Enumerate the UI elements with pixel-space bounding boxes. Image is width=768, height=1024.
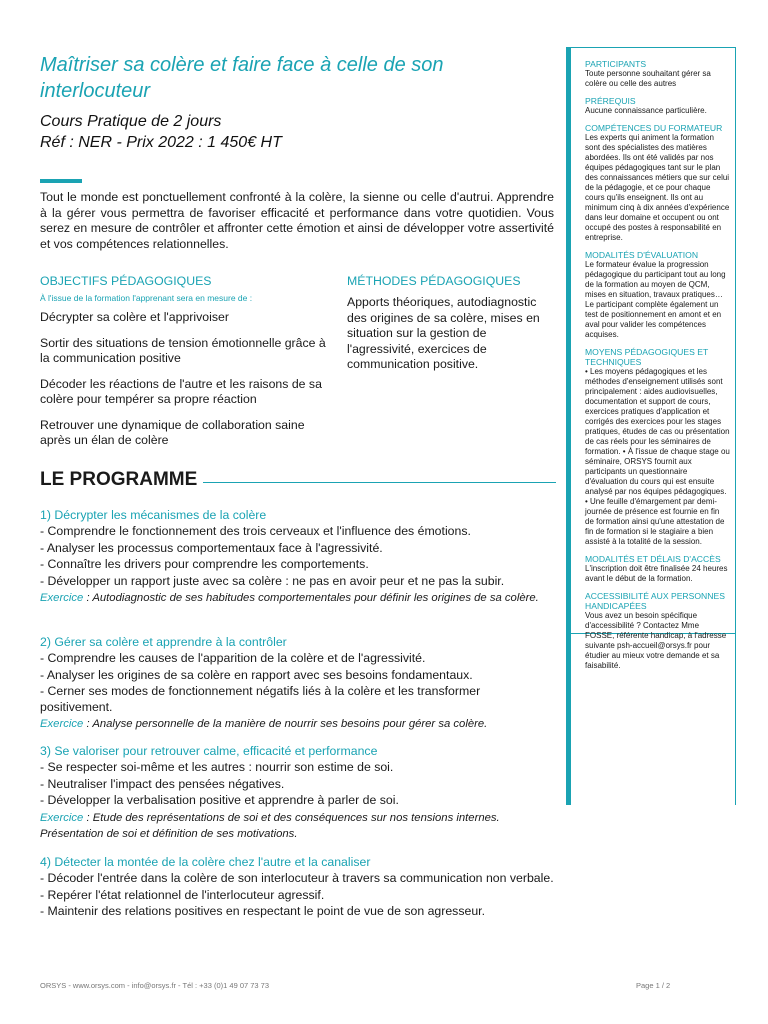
info-sidebar — [566, 47, 736, 670]
module-item: - Développer un rapport juste avec sa colère : ne pas en avoir peur et ne pas la subir. — [40, 573, 505, 588]
module-item: - Se respecter soi-même et les autres : nourrir son estime de soi. — [40, 760, 394, 774]
sidebar-text: Toute personne souhaitant gérer sa colère ou celle des autres — [585, 69, 711, 88]
module-item: - Analyser les origines de sa colère en rapport avec ses besoins fondamentaux. — [40, 667, 473, 682]
accent-divider — [40, 179, 82, 183]
sidebar-border-extension — [566, 634, 736, 805]
module-exercise — [40, 590, 556, 606]
exercise-text: : Etude des représentations de soi et des conséquences sur nos tensions internes. Présentation de soi et définition de ses motivations. — [40, 811, 500, 840]
objectives-subheading: À l'issue de la formation l'apprenant sera en mesure de : — [40, 293, 253, 303]
sidebar-teaching-means — [585, 347, 730, 547]
sidebar-text: • Les moyens pédagogiques et les méthodes d'enseignement utilisés sont principalement : aides audiovisuelles, documentation et support de cours, exercices pratiques d'application et corrigés des exercices pour les stages pratiques, études de cas ou présentation de cas réels pour les séminaires de formation. • À l'issue de chaque stage ou séminaire, ORSYS fournit aux participants un questionnaire d'évaluation du cours qui est ensuite analysé par nos équipes pédagogiques. • Une feuille d'émargement par demi-journée de présence est fournie en fin de formation ainsi qu'une attestation de fin de formation si le stagiaire a bien assisté à la totalité de la session. — [585, 367, 730, 546]
module-item: - Comprendre le fonctionnement des trois cerveaux et l'influence des émotions. — [40, 524, 471, 538]
module-item: - Comprendre les causes de l'apparition de la colère et de l'agressivité. — [40, 651, 426, 665]
sidebar-text: Les experts qui animent la formation sont des spécialistes des matières abordées. Ils ont été validés par nos équipes pédagogiques tant sur le plan des connaissances métiers que sur celui de la pédagogie, et ce pour chaque cours qu'ils enseignent. Ils ont au minimum cinq à dix années d'expérience dans leur domaine et occupent ou ont occupé des postes à responsabilité en entreprise. — [585, 133, 730, 242]
sidebar-heading: ACCESSIBILITÉ AUX PERSONNES HANDICAPÉES — [585, 591, 725, 611]
sidebar-heading: MOYENS PÉDAGOGIQUES ET TECHNIQUES — [585, 347, 709, 367]
sidebar-text: Aucune connaissance particulière. — [585, 106, 707, 115]
sidebar-text: Le formateur évalue la progression pédagogique du participant tout au long de la formation au moyen de QCM, mises en situation, travaux pratiques… Le participant complète également un test de positionnement en amont et en aval pour valider les compétences acquises. — [585, 260, 726, 339]
program-rule — [203, 482, 556, 483]
objective-item: Décoder les réactions de l'autre et les raisons de sa colère pour tempérer sa propre réaction — [40, 376, 322, 406]
sidebar-text: L'inscription doit être finalisée 24 heures avant le début de la formation. — [585, 564, 728, 583]
module-exercise — [40, 716, 556, 732]
exercise-label: Exercice — [40, 811, 84, 824]
module-title: 3) Se valoriser pour retrouver calme, efficacité et performance — [40, 744, 378, 758]
program-module — [40, 854, 556, 921]
exercise-text: : Analyse personnelle de la manière de nourrir ses besoins pour gérer sa colère. — [83, 718, 488, 731]
module-item: - Neutraliser l'impact des pensées négatives. — [40, 776, 285, 791]
objective-item: Retrouver une dynamique de collaboration saine après un élan de colère — [40, 417, 305, 447]
module-title: 1) Décrypter les mécanismes de la colère — [40, 508, 267, 522]
methods-heading: MÉTHODES PÉDAGOGIQUES — [347, 274, 521, 288]
course-title: Maîtriser sa colère et faire face à celle de son interlocuteur — [40, 54, 444, 102]
program-header — [40, 469, 556, 491]
module-item: - Cerner ses modes de fonctionnement négatifs liés à la colère et les transformer positivement. — [40, 684, 481, 714]
course-duration: Cours Pratique de 2 jours — [40, 113, 222, 130]
page-number: Page 1 / 2 — [636, 981, 671, 990]
objectives-heading: OBJECTIFS PÉDAGOGIQUES — [40, 274, 212, 288]
exercise-text: : Autodiagnostic de ses habitudes comportementales pour définir les origines de sa colère. — [83, 592, 539, 605]
program-title: LE PROGRAMME — [40, 469, 198, 490]
course-subtitle — [40, 111, 282, 153]
module-item: - Repérer l'état relationnel de l'interlocuteur agressif. — [40, 887, 325, 902]
module-item: - Maintenir des relations positives en respectant le point de vue de son agresseur. — [40, 904, 485, 919]
course-reference-price: Réf : NER - Prix 2022 : 1 450€ HT — [40, 134, 282, 151]
exercise-label: Exercice — [40, 718, 84, 731]
footer-contact: ORSYS - www.orsys.com - info@orsys.fr - Tél : +33 (0)1 49 07 73 73 — [40, 981, 270, 990]
objectives-list — [40, 310, 330, 459]
exercise-label: Exercice — [40, 592, 84, 605]
sidebar-heading: MODALITÉS ET DÉLAIS D'ACCÈS — [585, 554, 721, 564]
module-title: 4) Détecter la montée de la colère chez l'autre et la canaliser — [40, 855, 371, 869]
sidebar-participants — [585, 59, 730, 89]
module-item: - Développer la verbalisation positive et apprendre à parler de soi. — [40, 793, 399, 808]
sidebar-text: Vous avez un besoin spécifique d'accessibilité ? Contactez Mme FOSSE, référente handicap, à l'adresse suivante psh-accueil@orsys.fr pour étudier au mieux votre demande et sa faisabilité. — [585, 611, 727, 670]
module-item: - Analyser les processus comportementaux face à l'agressivité. — [40, 540, 383, 555]
program-module — [40, 634, 556, 732]
sidebar-trainer-skills — [585, 123, 730, 243]
program-module — [40, 507, 556, 606]
intro-paragraph: Tout le monde est ponctuellement confronté à la colère, la sienne ou celle d'autrui. Apprendre à la gérer vous permettra de favoriser efficacité et performance dans votre quotidien. Vous serez en mesure de contrôler et affronter cette émotion et ainsi de développer votre assertivité et vos compétences relationnelles. — [40, 190, 554, 251]
module-exercise — [40, 810, 556, 842]
module-item: - Connaître les drivers pour comprendre les comportements. — [40, 557, 369, 572]
program-module — [40, 743, 556, 842]
sidebar-heading: COMPÉTENCES DU FORMATEUR — [585, 123, 723, 133]
module-item: - Décoder l'entrée dans la colère de son interlocuteur à travers sa communication non verbale. — [40, 871, 554, 885]
sidebar-heading: MODALITÉS D'ÉVALUATION — [585, 250, 699, 260]
sidebar-heading: PARTICIPANTS — [585, 59, 647, 69]
sidebar-evaluation — [585, 250, 730, 340]
sidebar-heading: PRÉREQUIS — [585, 96, 636, 106]
methods-text: Apports théoriques, autodiagnostic des origines de sa colère, mises en situation sur la gestion de l'agressivité, exercices de communication positive. — [347, 295, 540, 371]
sidebar-access — [585, 554, 730, 584]
objective-item: Décrypter sa colère et l'apprivoiser — [40, 310, 229, 324]
module-title: 2) Gérer sa colère et apprendre à la contrôler — [40, 635, 287, 649]
sidebar-prerequisites — [585, 96, 730, 116]
objective-item: Sortir des situations de tension émotionnelle grâce à la communication positive — [40, 335, 326, 365]
